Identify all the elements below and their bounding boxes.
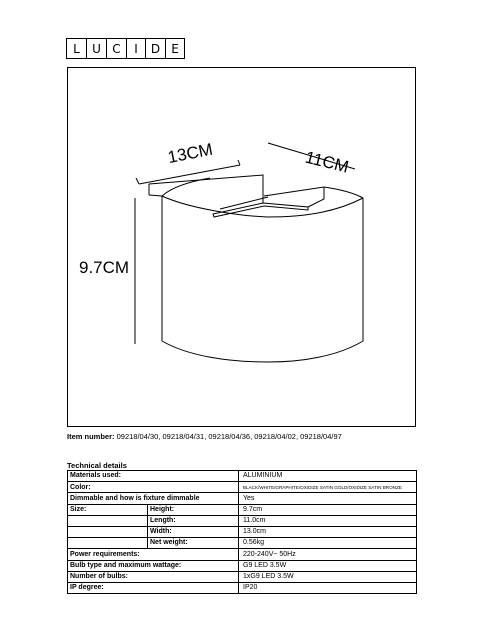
- table-row: [68, 471, 417, 482]
- spec-sublabel: Length:: [148, 515, 239, 526]
- spec-label: Number of bulbs:: [68, 571, 239, 582]
- spec-value: 13.0cm: [239, 526, 417, 537]
- spec-value: 1xG9 LED 3.5W: [239, 571, 417, 582]
- wall-lamp-illustration: [68, 68, 417, 428]
- spec-sublabel: Width:: [148, 526, 239, 537]
- table-row: [68, 526, 417, 537]
- item-number-value: 09218/04/30, 09218/04/31, 09218/04/36, 09218/04/02, 09218/04/97: [116, 432, 342, 441]
- spec-value: 9.7cm: [239, 504, 417, 515]
- technical-details-table: [67, 470, 417, 594]
- brand-logo: [66, 38, 185, 59]
- spec-value: Yes: [239, 493, 417, 504]
- spec-value: BLACK/WHITE/GRAPHITE/OXIDIZE SATIN GOLD/OXIDIZE SATIN BRONZE: [239, 482, 417, 493]
- spec-label: Bulb type and maximum wattage:: [68, 560, 239, 571]
- spec-value: G9 LED 3.5W: [239, 560, 417, 571]
- spec-label: Power requirements:: [68, 549, 239, 560]
- spec-label: [68, 538, 148, 549]
- logo-letter: E: [171, 41, 179, 56]
- logo-letter: C: [112, 41, 121, 56]
- spec-value: 11.0cm: [239, 515, 417, 526]
- height-dimension-label: 9.7CM: [79, 258, 130, 277]
- table-row: [68, 493, 417, 504]
- product-drawing: [67, 67, 416, 427]
- table-row: [68, 549, 417, 560]
- table-row: [68, 515, 417, 526]
- width-dimension-label: 13CM: [166, 139, 215, 168]
- logo-letter: D: [150, 41, 161, 56]
- spec-label: Size:: [68, 504, 148, 515]
- table-row: [68, 538, 417, 549]
- spec-value: 220-240V~ 50Hz: [239, 549, 417, 560]
- spec-value: IP20: [239, 582, 417, 593]
- spec-label: Color:: [68, 482, 239, 493]
- item-number: [67, 432, 342, 441]
- spec-sublabel: Net weight:: [148, 538, 239, 549]
- logo-letter: U: [92, 41, 101, 56]
- table-row: [68, 504, 417, 515]
- logo-letter: L: [73, 41, 80, 56]
- spec-label: [68, 526, 148, 537]
- spec-label: IP degree:: [68, 582, 239, 593]
- table-row: [68, 482, 417, 493]
- spec-label: Dimmable and how is fixture dimmable: [68, 493, 239, 504]
- table-row: [68, 571, 417, 582]
- spec-label: [68, 515, 148, 526]
- technical-details-title: Technical details: [67, 461, 127, 470]
- item-number-label: Item number:: [67, 432, 115, 441]
- spec-sublabel: Height:: [148, 504, 239, 515]
- spec-value: 0.56kg: [239, 538, 417, 549]
- spec-value: ALUMINIUM: [239, 471, 417, 482]
- spec-label: Materials used:: [68, 471, 239, 482]
- table-row: [68, 582, 417, 593]
- depth-dimension-label: 11CM: [303, 147, 351, 177]
- table-row: [68, 560, 417, 571]
- logo-letter: I: [134, 41, 138, 56]
